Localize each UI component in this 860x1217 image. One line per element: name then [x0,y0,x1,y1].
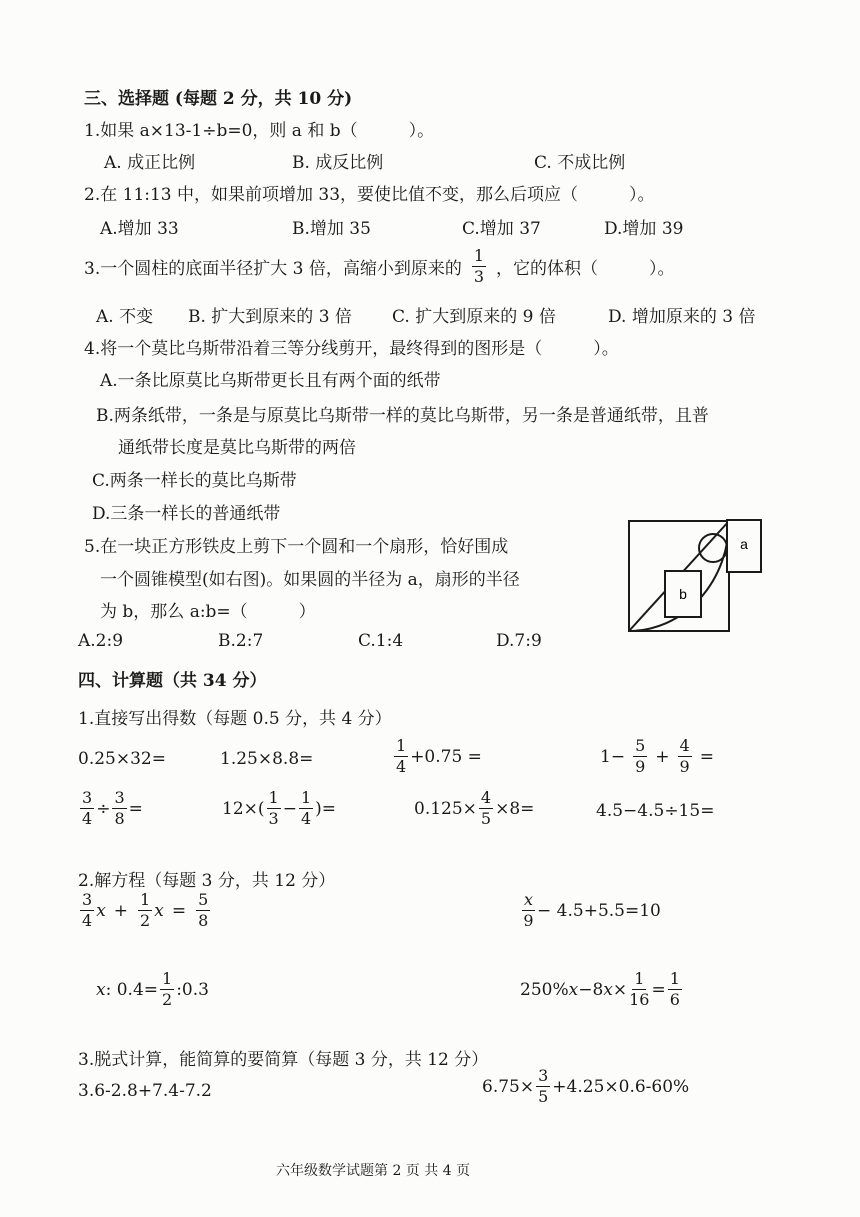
frac [678,738,692,775]
label-a: a [740,536,748,552]
frac-den: 2 [162,990,173,1009]
frac-den: 3 [268,809,279,828]
expr-text: −8 [578,979,604,1000]
frac-den: 9 [523,911,534,930]
variable: x [568,979,579,1000]
q1-stem: 1.如果 a×13-1÷b=0，则 a 和 b（ ）。 [84,121,435,141]
p3-title: 3.脱式计算，能简算的要简算（每题 3 分，共 12 分） [78,1050,489,1070]
frac [112,790,126,827]
equals: = [171,900,187,921]
q3-stem-pre: 3.一个圆柱的底面半径扩大 3 倍，高缩小到原来的 [84,259,462,279]
frac-num: 3 [82,788,93,807]
frac-num: 3 [114,788,125,807]
frac [80,892,94,929]
expr-text: 0.125× [414,798,477,819]
frac-den: 4 [82,911,93,930]
expr-text: ×8= [495,798,535,819]
frac-den: 8 [198,911,209,930]
section4-heading: 四、计算题（共 34 分） [78,671,267,691]
frac-num: 5 [635,736,646,755]
operator: + [655,746,670,767]
frac [138,892,152,929]
frac-den: 5 [480,809,492,828]
section3-heading: 三、选择题 (每题 2 分，共 10 分) [84,89,353,109]
frac [394,738,408,775]
q4-option-c: C.两条一样长的莫比乌斯带 [92,471,297,491]
q2-option-b: B.增加 35 [292,219,371,239]
frac-den: 9 [635,757,646,776]
expr-text: 6.75× [482,1076,535,1097]
q4-option-b-line2: 通纸带长度是莫比乌斯带的两倍 [118,438,356,458]
q3-frac-den: 3 [473,267,485,286]
label-b: b [679,586,687,602]
frac-num: 1 [268,788,279,807]
q5-line2: 一个圆锥模型(如右图)。如果圆的半径为 a，扇形的半径 [100,570,520,590]
frac [629,971,649,1008]
expr-text: +0.75 = [410,746,482,767]
expr-text: )= [315,798,337,819]
frac [633,738,647,775]
calc-r2c1 [78,790,143,827]
frac-num: 1 [396,736,407,755]
operator: ÷ [96,798,111,819]
equation-3 [96,971,209,1008]
frac-num: 1 [669,969,680,988]
expr-text: +4.25×0.6-60% [552,1076,690,1097]
frac-num: 4 [480,788,492,807]
operator: × [612,979,628,1000]
expr-text: = [128,798,143,819]
frac [668,971,682,1008]
q1-option-c: C. 不成比例 [534,153,626,173]
frac [522,892,535,929]
calc-c1: 3.6-2.8+7.4-7.2 [78,1081,212,1101]
frac [479,790,493,827]
q5-option-d: D.7:9 [496,631,542,651]
p2-title: 2.解方程（每题 3 分，共 12 分） [78,871,336,891]
q3-stem-post: ，它的体积（ ）。 [496,259,675,279]
frac-num: 1 [162,969,173,988]
expr-text: − 4.5+5.5=10 [537,900,661,921]
frac-num: 4 [679,736,690,755]
calc-r2c4: 4.5−4.5÷15= [596,801,715,821]
frac-den: 16 [629,990,650,1009]
q2-option-c: C.增加 37 [462,219,541,239]
operator: − [282,798,297,819]
variable: x [96,900,106,921]
frac-num: 3 [82,890,93,909]
variable: x [603,979,613,1000]
equation-2 [520,892,661,929]
square-sheet-diagram [625,515,770,637]
frac-den: 2 [140,911,151,930]
q5-option-a: A.2:9 [78,631,124,651]
frac-num: 1 [300,788,312,807]
q2-option-d: D.增加 39 [604,219,684,239]
frac-den: 4 [300,809,312,828]
frac-den: 4 [82,809,93,828]
calc-r1c3 [392,738,482,775]
q5-option-c: C.1:4 [358,631,404,651]
q4-stem: 4.将一个莫比乌斯带沿着三等分线剪开，最终得到的图形是（ ）。 [84,339,619,359]
q4-option-a: A.一条比原莫比乌斯带更长且有两个面的纸带 [100,371,441,391]
expr-text: 12×( [222,798,265,819]
calc-r1c1: 0.25×32= [78,749,166,769]
frac-num: 3 [538,1066,549,1085]
calc-r1c2: 1.25×8.8= [220,749,314,769]
q3-fraction [472,248,486,285]
calc-c2 [482,1068,689,1105]
calc-r1c4 [600,738,714,775]
q5-option-b: B.2:7 [218,631,264,651]
frac [267,790,281,827]
frac [196,892,210,929]
expr-text: 250% [520,979,569,1000]
p1-title: 1.直接写出得数（每题 0.5 分，共 4 分） [78,709,392,729]
calc-r2c2 [222,790,336,827]
expr-text: 1− [600,746,626,767]
variable: x [154,900,164,921]
q1-option-b: B. 成反比例 [292,153,384,173]
frac [536,1068,550,1105]
operator: + [113,900,129,921]
q2-option-a: A.增加 33 [100,219,179,239]
frac-den: 6 [669,990,680,1009]
expr-text: = [699,746,714,767]
frac [299,790,313,827]
q3-stem [84,248,675,285]
frac-den: 5 [538,1087,549,1106]
frac-den: 9 [679,757,690,776]
page-footer: 六年级数学试题第 2 页 共 4 页 [276,1163,471,1179]
variable: x [96,979,106,1000]
q5-line3: 为 b，那么 a:b=（ ） [100,602,316,622]
equation-1 [78,892,212,929]
expr-text: :0.3 [176,979,209,1000]
q3-option-d: D. 增加原来的 3 倍 [608,307,756,327]
equals: = [651,979,666,1000]
expr-text: : 0.4= [105,979,159,1000]
q4-option-b-line1: B.两条纸带，一条是与原莫比乌斯带一样的莫比乌斯带，另一条是普通纸带，且普 [96,406,709,426]
frac-num: 1 [634,969,645,988]
q3-option-b: B. 扩大到原来的 3 倍 [188,307,352,327]
q1-option-a: A. 成正比例 [104,153,196,173]
calc-r2c3 [414,790,534,827]
frac-num: x [524,890,534,909]
equation-4 [520,971,684,1008]
q3-option-a: A. 不变 [96,307,154,327]
frac-num: 5 [198,890,209,909]
frac [160,971,174,1008]
frac-den: 4 [396,757,407,776]
q5-line1: 5.在一块正方形铁皮上剪下一个圆和一个扇形，恰好围成 [84,537,509,557]
frac-num: 1 [140,890,151,909]
q3-option-c: C. 扩大到原来的 9 倍 [392,307,556,327]
q3-frac-num: 1 [473,246,485,265]
frac [80,790,94,827]
q4-option-d: D.三条一样长的普通纸带 [92,504,281,524]
q2-stem: 2.在 11:13 中，如果前项增加 33，要使比值不变，那么后项应（ ）。 [84,185,655,205]
frac-den: 8 [114,809,125,828]
